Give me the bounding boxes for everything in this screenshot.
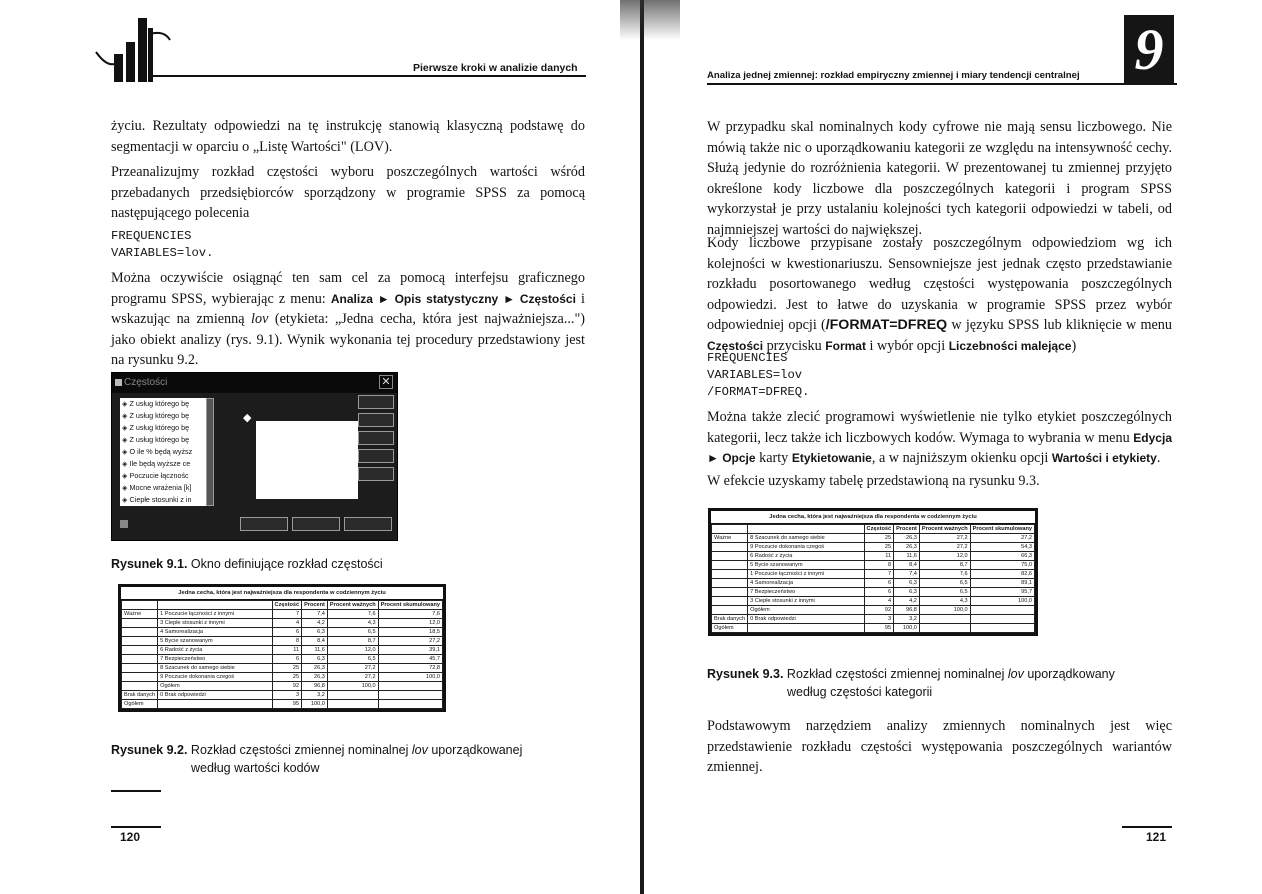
table-cell: 7 (272, 610, 302, 619)
folio-rule (1122, 826, 1172, 828)
table-row (712, 534, 1035, 543)
table-cell: 7 (864, 570, 894, 579)
table-cell: 92 (272, 682, 302, 691)
table-cell: 27,2 (919, 543, 970, 552)
header-rule (150, 75, 586, 77)
table-row (122, 664, 443, 673)
menu-item: Częstości (707, 338, 764, 353)
table-cell (122, 655, 158, 664)
table-cell (712, 588, 748, 597)
table-cell: 9 Poczucie dokonania czegoś (748, 543, 864, 552)
table-cell: 3 Ciepłe stosunki z innymi (158, 619, 272, 628)
table-cell: Brak danych (712, 615, 748, 624)
table-cell: 100,0 (970, 597, 1034, 606)
page-number: 120 (120, 830, 141, 844)
help-button[interactable] (358, 467, 394, 481)
table-cell: 8,7 (327, 637, 378, 646)
table-cell: 4 Samorealizacja (748, 579, 864, 588)
table-cell: 100,0 (327, 682, 378, 691)
table-cell: 11,6 (894, 552, 920, 561)
table-cell (712, 552, 748, 561)
checkbox[interactable] (120, 520, 128, 528)
table-row (122, 691, 443, 700)
table-cell (327, 700, 378, 709)
list-item[interactable]: ◈ Z usług którego bę (122, 435, 190, 444)
table-title: Jedna cecha, która jest najważniejsza dla respondenta w codziennym życiu (711, 511, 1035, 524)
table-cell: 8 (272, 637, 302, 646)
paragraph: W przypadku skal nominalnych kody cyfrowe nie mają sensu liczbowego. Nie mówią także nic o uporządkowaniu kategorii ze względu na intensywność cechy. Służą jedynie do rozróżnienia kategorii. W prezentowanej tu zmiennej przyjęto określone kody liczbowe dla poszczególnych kategorii i program SPSS wykorzystał je przy ustalaniu kolejności tych kategorii odpowiedzi w tabeli, od najmniejszej wartości do największej. (707, 119, 1172, 238)
table-cell: 26,3 (302, 673, 328, 682)
table-row (712, 588, 1035, 597)
table-cell: 95,7 (970, 588, 1034, 597)
close-button[interactable]: ✕ (379, 375, 393, 389)
table-cell: 4,3 (919, 597, 970, 606)
table-cell: 0 Brak odpowiedzi (748, 615, 864, 624)
paragraph: Można oczywiście osiągnąć ten sam cel za pomocą interfejsu graficznego programu SPSS, wybierając z menu: Analiza ► Opis statystyczny ► Częstości i wskazując na zmienną lov (etykieta: „Jedna cecha, która jest najważniejsza...") jako obiekt analizy (rys. 9.1). Wynik wykonania tej procedury przedstawiony jest na rysunku 9.2. (111, 270, 585, 368)
table-header (712, 525, 1035, 534)
table-grid (711, 524, 1035, 633)
table-cell (919, 615, 970, 624)
table-cell (378, 682, 442, 691)
frequencies-dialog (111, 372, 398, 541)
table-cell (748, 624, 864, 633)
table-cell: 6,5 (327, 655, 378, 664)
table-cell: 96,8 (302, 682, 328, 691)
table-cell: 89,1 (970, 579, 1034, 588)
variable-list[interactable] (120, 398, 206, 506)
table-cell (378, 691, 442, 700)
list-item[interactable]: ◈ Ciepłe stosunki z in (122, 495, 192, 504)
table-cell (712, 561, 748, 570)
running-header: Pierwsze kroki w analizie danych (413, 62, 578, 74)
table-cell: 27,2 (970, 534, 1034, 543)
table-cell (712, 543, 748, 552)
code-block: FREQUENCIES VARIABLES=lov /FORMAT=DFREQ. (707, 351, 810, 399)
table-cell: 0 Brak odpowiedzi (158, 691, 272, 700)
table-cell: Ważne (122, 610, 158, 619)
frequency-table (708, 508, 1038, 636)
table-cell: 6,5 (327, 628, 378, 637)
table-cell: 45,7 (378, 655, 442, 664)
paragraph: życiu. Rezultaty odpowiedzi na tę instrukcję stanowią klasyczną podstawę do segmentacji w oparciu o „Listę Wartości" (LOV). (111, 118, 585, 155)
frequency-table (118, 584, 446, 712)
column-header: Procent (894, 525, 920, 534)
footnote-rule (111, 790, 161, 792)
table-row (712, 543, 1035, 552)
table-cell: 8,4 (894, 561, 920, 570)
variable-name: lov (251, 311, 269, 327)
table-cell: 7 Bezpieczeństwo (158, 655, 272, 664)
table-cell: Ogółem (122, 700, 158, 709)
table-cell: 4,2 (894, 597, 920, 606)
table-cell: 75,0 (970, 561, 1034, 570)
figure-caption: Rysunek 9.3. Rozkład częstości zmiennej nominalnej lov uporządkowany według częstości kategorii (707, 667, 1115, 699)
table-cell: Ogółem (712, 624, 748, 633)
table-cell: 95 (864, 624, 894, 633)
table-cell: 25 (864, 543, 894, 552)
table-cell: 1 Poczucie łączności z innymi (158, 610, 272, 619)
table-cell: 39,1 (378, 646, 442, 655)
column-header: Procent ważnych (327, 601, 378, 610)
table-cell: Ogółem (748, 606, 864, 615)
table-row (712, 579, 1035, 588)
dialog-title: Częstości (124, 377, 168, 388)
table-cell: 100,0 (302, 700, 328, 709)
table-row (122, 628, 443, 637)
figure-caption: Rysunek 9.1. Okno definiujące rozkład częstości (111, 557, 383, 571)
table-row (712, 561, 1035, 570)
chapter-tab (1124, 15, 1174, 85)
table-row (122, 673, 443, 682)
menu-item: Wartości i etykiety (1051, 451, 1157, 465)
table-row (122, 682, 443, 691)
table-cell: 5 Bycie szanowanym (748, 561, 864, 570)
table-cell: 26,3 (302, 664, 328, 673)
list-item[interactable]: ◈ Mocne wrażenia [k] (122, 483, 192, 492)
table-cell: 5 Bycie szanowanym (158, 637, 272, 646)
table-row (122, 646, 443, 655)
table-cell: Brak danych (122, 691, 158, 700)
table-cell (712, 579, 748, 588)
table-row (712, 597, 1035, 606)
table-cell: 25 (864, 534, 894, 543)
list-item[interactable]: ◈ Z usług którego bę (122, 411, 190, 420)
table-cell: 11 (272, 646, 302, 655)
table-cell: 11 (864, 552, 894, 561)
table-cell: 18,5 (378, 628, 442, 637)
table-cell: 3,2 (302, 691, 328, 700)
table-cell: 7,4 (894, 570, 920, 579)
table-cell: 25 (272, 664, 302, 673)
table-cell: Ważne (712, 534, 748, 543)
table-cell: 27,2 (327, 664, 378, 673)
table-cell: 66,3 (970, 552, 1034, 561)
dialog-titlebar (112, 373, 397, 393)
table-row (712, 606, 1035, 615)
charts-button[interactable] (292, 517, 340, 531)
table-cell (122, 646, 158, 655)
table-row (712, 552, 1035, 561)
column-header (748, 525, 864, 534)
list-item[interactable]: ◈ Z usług którego bę (122, 399, 190, 408)
table-cell: 4 (272, 619, 302, 628)
table-row (122, 655, 443, 664)
table-cell: 8 Szacunek do samego siebie (158, 664, 272, 673)
table-cell: 96,8 (894, 606, 920, 615)
paragraph: Kody liczbowe przypisane zostały poszczególnym odpowiedziom wg ich kolejności w kwestionariuszu. Sensowniejsze jest jednak często przedstawianie rozkładu posortowanego według częstości występowania poszczególnych odpowiedzi. Jest to łatwe do uzyskania w programie SPSS przez wybór odpowiedniej opcji (/FORMAT=DFREQ w języku SPSS lub kliknięcie w menu Częstości przycisku Format i wybór opcji Liczebności malejące) (707, 235, 1172, 354)
table-cell: 100,0 (378, 673, 442, 682)
book-logo (92, 14, 182, 84)
reset-button[interactable] (358, 431, 394, 445)
table-cell: 4,2 (302, 619, 328, 628)
table-cell: 6,3 (894, 579, 920, 588)
table-row (122, 610, 443, 619)
page-number: 121 (1146, 830, 1167, 844)
column-header (158, 601, 272, 610)
menu-item: Etykietowanie (791, 451, 872, 465)
column-header: Częstość (272, 601, 302, 610)
table-cell: 7,4 (302, 610, 328, 619)
left-page (0, 0, 625, 894)
table-cell: 12,0 (327, 646, 378, 655)
table-cell: 3 (272, 691, 302, 700)
table-cell: 54,3 (970, 543, 1034, 552)
ok-button[interactable] (358, 395, 394, 409)
table-cell: 6,3 (894, 588, 920, 597)
table-cell: 92 (864, 606, 894, 615)
table-cell: 8 Szacunek do samego siebie (748, 534, 864, 543)
table-cell (970, 615, 1034, 624)
right-page (630, 0, 1262, 894)
list-item[interactable]: ◈ O ile % będą wyższ (122, 447, 193, 456)
table-cell (919, 624, 970, 633)
table-row (712, 570, 1035, 579)
table-cell: 6 Radość z życia (748, 552, 864, 561)
table-cell (122, 628, 158, 637)
table-cell: 6,3 (302, 628, 328, 637)
menu-path: Analiza ► Opis statystyczny ► Częstości (330, 291, 576, 306)
table-cell: 27,2 (919, 534, 970, 543)
paragraph: Podstawowym narzędziem analizy zmiennych nominalnych jest więc przedstawienie rozkładu częstości występowania poszczególnych wariantów zmiennej. (707, 718, 1172, 775)
table-cell (712, 606, 748, 615)
table-cell (712, 570, 748, 579)
table-cell (122, 682, 158, 691)
column-header: Procent skumulowany (970, 525, 1034, 534)
table-cell: 27,2 (327, 673, 378, 682)
move-arrow-icon[interactable]: ◆ (243, 412, 252, 424)
table-cell (712, 597, 748, 606)
table-cell: 6 Radość z życia (158, 646, 272, 655)
table-cell: 7,6 (327, 610, 378, 619)
table-cell: 12,0 (919, 552, 970, 561)
table-cell: 26,3 (894, 534, 920, 543)
code-block: FREQUENCIES VARIABLES=lov. (111, 229, 214, 260)
table-cell (970, 624, 1034, 633)
table-cell: 4,3 (327, 619, 378, 628)
table-cell: 6 (272, 655, 302, 664)
window-icon (115, 379, 122, 386)
table-row (122, 700, 443, 709)
table-cell: 100,0 (894, 624, 920, 633)
cancel-button[interactable] (358, 449, 394, 463)
paste-button[interactable] (358, 413, 394, 427)
table-cell: 3 Ciepłe stosunki z innymi (748, 597, 864, 606)
table-cell: 7 Bezpieczeństwo (748, 588, 864, 597)
list-item[interactable]: ◈ Poczucie łącznośc (122, 471, 189, 480)
table-cell: 6 (272, 628, 302, 637)
column-header: Częstość (864, 525, 894, 534)
paragraph: W efekcie uzyskamy tabelę przedstawioną na rysunku 9.3. (707, 473, 1040, 489)
table-cell: 6 (864, 588, 894, 597)
selected-variables-box[interactable] (256, 421, 358, 499)
table-cell: 3,2 (894, 615, 920, 624)
list-item[interactable]: ◈ Z usług którego bę (122, 423, 190, 432)
table-grid (121, 600, 443, 709)
table-cell: 82,6 (970, 570, 1034, 579)
table-cell: Ogółem (158, 682, 272, 691)
table-cell: 1 Poczucie łączności z innymi (748, 570, 864, 579)
list-item[interactable]: ◈ Ile będą wyższe ce (122, 459, 191, 468)
header-rule (707, 83, 1177, 85)
table-cell (122, 619, 158, 628)
table-cell: 7,6 (919, 570, 970, 579)
folio-rule (111, 826, 161, 828)
table-cell: 6 (864, 579, 894, 588)
table-cell: 27,2 (378, 637, 442, 646)
table-cell: 11,6 (302, 646, 328, 655)
table-cell: 7,6 (378, 610, 442, 619)
figure-caption: Rysunek 9.2. Rozkład częstości zmiennej nominalnej lov uporządkowanej według wartości kodów (111, 743, 523, 775)
table-cell (970, 606, 1034, 615)
paragraph: Można także zlecić programowi wyświetlenie nie tylko etykiet poszczególnych kategorii, lecz także ich liczbowych kodów. Wymaga to wybrania w menu Edycja ► Opcje karty Etykietowanie, a w najniższym okienku opcji Wartości i etykiety. (707, 409, 1172, 466)
table-cell: 4 (864, 597, 894, 606)
option-name: /FORMAT=DFREQ (825, 317, 948, 333)
running-header: Analiza jednej zmiennej: rozkład empiryczny zmiennej i miary tendencji centralnej (707, 70, 1080, 81)
table-cell (122, 637, 158, 646)
column-header (712, 525, 748, 534)
table-cell: 72,8 (378, 664, 442, 673)
table-cell (378, 700, 442, 709)
table-cell: 8,7 (919, 561, 970, 570)
chapter-number: 9 (1134, 17, 1164, 82)
table-cell: 8,4 (302, 637, 328, 646)
table-cell: 4 Samorealizacja (158, 628, 272, 637)
table-title: Jedna cecha, która jest najważniejsza dla respondenta w codziennym życiu (121, 587, 443, 600)
table-cell: 8 (864, 561, 894, 570)
table-cell: 9 Poczucie dokonania czegoś (158, 673, 272, 682)
table-cell (122, 673, 158, 682)
column-header: Procent skumulowany (378, 601, 442, 610)
table-cell: 25 (272, 673, 302, 682)
table-row (122, 637, 443, 646)
statistics-button[interactable] (240, 517, 288, 531)
table-cell (122, 664, 158, 673)
list-scrollbar[interactable] (206, 398, 214, 506)
format-button[interactable] (344, 517, 392, 531)
column-header (122, 601, 158, 610)
table-header (122, 601, 443, 610)
menu-item: Format (825, 338, 866, 353)
table-cell: 100,0 (919, 606, 970, 615)
table-row (712, 615, 1035, 624)
table-row (122, 619, 443, 628)
paragraph: Przeanalizujmy rozkład częstości wyboru poszczególnych wartości wśród przebadanych przedsiębiorców sporządzony w programie SPSS za pomocą następującego polecenia (111, 164, 585, 221)
menu-path: Edycja ► Opcje (707, 430, 1172, 465)
table-row (712, 624, 1035, 633)
table-cell: 6,3 (302, 655, 328, 664)
menu-item: Liczebności malejące (948, 338, 1072, 353)
table-cell: 12,0 (378, 619, 442, 628)
table-cell: 3 (864, 615, 894, 624)
table-cell: 95 (272, 700, 302, 709)
table-cell: 6,5 (919, 579, 970, 588)
column-header: Procent ważnych (919, 525, 970, 534)
table-cell: 6,5 (919, 588, 970, 597)
column-header: Procent (302, 601, 328, 610)
table-cell (327, 691, 378, 700)
table-cell: 26,3 (894, 543, 920, 552)
table-cell (158, 700, 272, 709)
